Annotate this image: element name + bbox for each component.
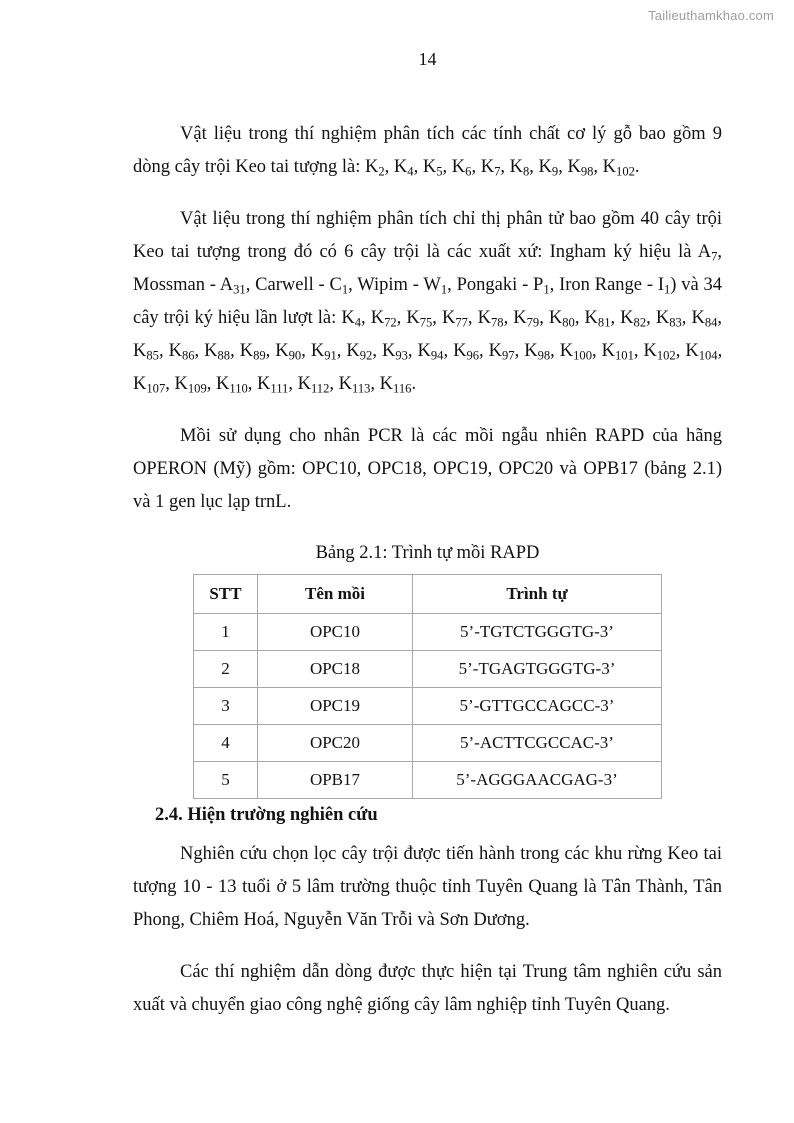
clone-code-subscript: 102	[616, 164, 635, 179]
provenance-entry: Wipim - $W_1$	[357, 275, 448, 297]
clone-code: $K_{81}$	[584, 308, 611, 330]
clone-code-subscript: 75	[419, 315, 433, 330]
table-row	[194, 651, 662, 688]
clone-code: $K_{82}$	[620, 308, 647, 330]
clone-code-subscript: 116	[393, 381, 412, 396]
clone-code: $K_{104}$	[685, 341, 718, 363]
cell-primer-name: OPC10	[258, 614, 413, 651]
clone-code-subscript: 5	[436, 164, 443, 179]
clone-code: $K_{80}$	[548, 308, 575, 330]
table-caption: Bảng 2.1: Trình tự mồi RAPD	[315, 543, 540, 563]
clone-code-subscript: 77	[455, 315, 468, 330]
clone-code-subscript: 83	[669, 315, 682, 330]
column-header-primer-name: Tên mồi	[258, 575, 413, 614]
clone-code-subscript: 98	[537, 348, 551, 363]
provenance-entry: Pongaki - $P_1$	[456, 275, 550, 297]
provenance-subscript: 1	[663, 282, 671, 297]
clone-code: $K_{94}$	[417, 341, 444, 363]
clone-code-subscript: 92	[359, 348, 373, 363]
clone-code-subscript: 113	[352, 381, 371, 396]
provenance-subscript: 1	[543, 282, 550, 297]
table-row	[194, 725, 662, 762]
table-row	[194, 762, 662, 799]
clone-code: $K_{113}$	[338, 374, 371, 396]
clone-code-subscript: 112	[310, 381, 330, 396]
clone-code: $K_{97}$	[488, 341, 515, 363]
clone-code-subscript: 109	[187, 381, 207, 396]
paragraph-materials-wood: Vật liệu trong thí nghiệm phân tích các tính chất cơ lý gỗ bao gồm 9 dòng cây trội Keo tai tượng là: $K_2$, $K_4$, $K_5$, $K_6$, $K_7$, $K_8$, $K_9$, $K_{98}$, $K_{102}$.	[133, 124, 722, 179]
clone-code: $K_{109}$	[174, 374, 207, 396]
column-header-stt: STT	[194, 575, 258, 614]
clone-code-subscript: 101	[614, 348, 634, 363]
clone-code-subscript: 79	[526, 315, 540, 330]
provenance-entry: Iron Range - $I_1$	[559, 275, 671, 297]
table-header-row	[194, 575, 662, 614]
clone-code-subscript: 81	[597, 315, 611, 330]
provenance-subscript: 1	[440, 282, 448, 297]
clone-code: $K_{98}$	[567, 157, 594, 179]
cell-primer-name: OPC18	[258, 651, 413, 688]
clone-code: $K_{96}$	[453, 341, 480, 363]
clone-code: $K_{77}$	[441, 308, 468, 330]
clone-code-subscript: 93	[395, 348, 408, 363]
cell-primer-name: OPC19	[258, 688, 413, 725]
clone-code: $K_8$	[509, 157, 530, 179]
clone-code: $K_7$	[480, 157, 501, 179]
clone-code: $K_{85}$	[133, 341, 159, 363]
paragraph-materials-molecular: Vật liệu trong thí nghiệm phân tích chỉ thị phân tử bao gồm 40 cây trội Keo tai tượng trong đó có 6 cây trội là các xuất xứ: Ingham ký hiệu là $A_7$, Mossman - $A_{31}$, Carwell - $C_1$, Wipim - $W_1$, Pongaki - $P_1$, Iron Range - $I_1$) và 34 cây trội ký hiệu lần lượt là: $K_4$, $K_{72}$, $K_{75}$, $K_{77}$, $K_{78}$, $K_{79}$, $K_{80}$, $K_{81}$, $K_{82}$, $K_{83}$, $K_{84}$, $K_{85}$, $K_{86}$, $K_{88}$, $K_{89}$, $K_{90}$, $K_{91}$, $K_{92}$, $K_{93}$, $K_{94}$, $K_{96}$, $K_{97}$, $K_{98}$, $K_{100}$, $K_{101}$, $K_{102}$, $K_{104}$, $K_{107}$, $K_{109}$, $K_{110}$, $K_{111}$, $K_{112}$, $K_{113}$, $K_{116}$.	[133, 209, 723, 396]
clone-code-subscript: 88	[217, 348, 231, 363]
clone-code: $K_{110}$	[216, 374, 248, 396]
cell-stt: 1	[194, 614, 258, 651]
clone-code-subscript: 111	[270, 381, 289, 396]
watermark-text: Tailieuthamkhao.com	[648, 8, 774, 23]
provenance-entry: Ingham ký hiệu là $A_7$	[549, 242, 718, 264]
cell-sequence: 5’-AGGGAACGAG-3’	[413, 762, 662, 799]
clone-code: $K_{75}$	[406, 308, 433, 330]
clone-code: $K_{101}$	[601, 341, 634, 363]
clone-code: $K_{89}$	[239, 341, 266, 363]
clone-code-subscript: 4	[407, 164, 414, 179]
clone-code-subscript: 100	[573, 348, 592, 363]
clone-code: $K_5$	[422, 157, 443, 179]
cell-stt: 2	[194, 651, 258, 688]
clone-code-subscript: 2	[378, 164, 385, 179]
paragraph-experiments-location: Các thí nghiệm dẫn dòng được thực hiện tại Trung tâm nghiên cứu sản xuất và chuyển giao công nghệ giống cây lâm nghiệp tỉnh Tuyên Quang.	[133, 962, 722, 1015]
clone-code-subscript: 85	[146, 348, 159, 363]
clone-code-subscript: 78	[490, 315, 504, 330]
provenance-entry: Carwell - $C_1$	[255, 275, 349, 297]
clone-code-subscript: 72	[384, 315, 397, 330]
paragraph-pcr-primers: Mồi sử dụng cho nhân PCR là các mồi ngẫu nhiên RAPD của hãng OPERON (Mỹ) gồm: OPC10, OPC18, OPC19, OPC20 và OPB17 (bảng 2.1) và 1 gen lục lạp trnL.	[133, 426, 722, 512]
clone-code-subscript: 82	[633, 315, 647, 330]
clone-code-subscript: 102	[656, 348, 676, 363]
cell-sequence: 5’-TGAGTGGGTG-3’	[413, 651, 662, 688]
clone-code-subscript: 80	[562, 315, 575, 330]
cell-primer-name: OPB17	[258, 762, 413, 799]
clone-code: $K_{107}$	[133, 374, 166, 396]
cell-sequence: 5’-TGTCTGGGTG-3’	[413, 614, 662, 651]
table-row	[194, 688, 662, 725]
clone-code: $K_{88}$	[204, 341, 231, 363]
clone-code: $K_{91}$	[310, 341, 337, 363]
clone-code: $K_{112}$	[297, 374, 330, 396]
heading-section-2-4: 2.4. Hiện trường nghiên cứu	[155, 805, 378, 825]
clone-code: $K_{93}$	[381, 341, 408, 363]
clone-code-subscript: 98	[580, 164, 594, 179]
rapd-primer-table	[193, 574, 662, 799]
clone-code-subscript: 4	[354, 315, 361, 330]
cell-primer-name: OPC20	[258, 725, 413, 762]
clone-code: $K_4$	[341, 308, 361, 330]
clone-code-subscript: 8	[522, 164, 530, 179]
page-number: 14	[418, 49, 437, 69]
clone-code-subscript: 9	[551, 164, 559, 179]
clone-code: $K_{83}$	[655, 308, 682, 330]
clone-code: $K_{98}$	[524, 341, 551, 363]
cell-sequence: 5’-ACTTCGCCAC-3’	[413, 725, 662, 762]
clone-code-subscript: 96	[466, 348, 480, 363]
clone-code: $K_{100}$	[559, 341, 592, 363]
clone-code-subscript: 104	[698, 348, 718, 363]
clone-code: $K_2$	[365, 157, 385, 179]
provenance-entry: Mossman - $A_{31}$	[133, 275, 246, 297]
clone-code: $K_{72}$	[370, 308, 397, 330]
clone-code-subscript: 97	[502, 348, 515, 363]
clone-code-subscript: 107	[146, 381, 166, 396]
page-content	[133, 48, 722, 1022]
clone-code: $K_4$	[393, 157, 414, 179]
table-body	[194, 614, 662, 799]
clone-code: $K_{78}$	[477, 308, 504, 330]
clone-code: $K_{102}$	[643, 341, 676, 363]
paragraph-research-site: Nghiên cứu chọn lọc cây trội được tiến hành trong các khu rừng Keo tai tượng 10 - 13 tuổi ở 5 lâm trường thuộc tỉnh Tuyên Quang là Tân Thành, Tân Phong, Chiêm Hoá, Nguyễn Văn Trỗi và Sơn Dương.	[133, 844, 722, 930]
provenance-subscript: 31	[233, 282, 246, 297]
clone-code: $K_{79}$	[513, 308, 540, 330]
cell-stt: 3	[194, 688, 258, 725]
clone-code-subscript: 90	[288, 348, 302, 363]
clone-code-subscript: 110	[229, 381, 248, 396]
column-header-sequence: Trình tự	[413, 575, 662, 614]
clone-code-subscript: 91	[324, 348, 337, 363]
clone-code-subscript: 6	[465, 164, 472, 179]
clone-code: $K_{116}$	[379, 374, 412, 396]
clone-code: $K_9$	[538, 157, 559, 179]
provenance-subscript: 7	[711, 249, 718, 264]
clone-code-subscript: 84	[704, 315, 718, 330]
clone-code-subscript: 94	[430, 348, 444, 363]
clone-code: $K_{84}$	[691, 308, 718, 330]
clone-code: $K_{86}$	[168, 341, 195, 363]
clone-code: $K_{92}$	[346, 341, 373, 363]
clone-code-subscript: 86	[181, 348, 195, 363]
cell-stt: 4	[194, 725, 258, 762]
provenance-subscript: 1	[341, 282, 349, 297]
cell-sequence: 5’-GTTGCCAGCC-3’	[413, 688, 662, 725]
clone-code: $K_{102}$	[602, 157, 635, 179]
clone-code-subscript: 89	[253, 348, 266, 363]
clone-code-subscript: 7	[494, 164, 501, 179]
clone-code: $K_6$	[451, 157, 472, 179]
clone-code: $K_{90}$	[275, 341, 302, 363]
cell-stt: 5	[194, 762, 258, 799]
table-row	[194, 614, 662, 651]
clone-code: $K_{111}$	[257, 374, 289, 396]
